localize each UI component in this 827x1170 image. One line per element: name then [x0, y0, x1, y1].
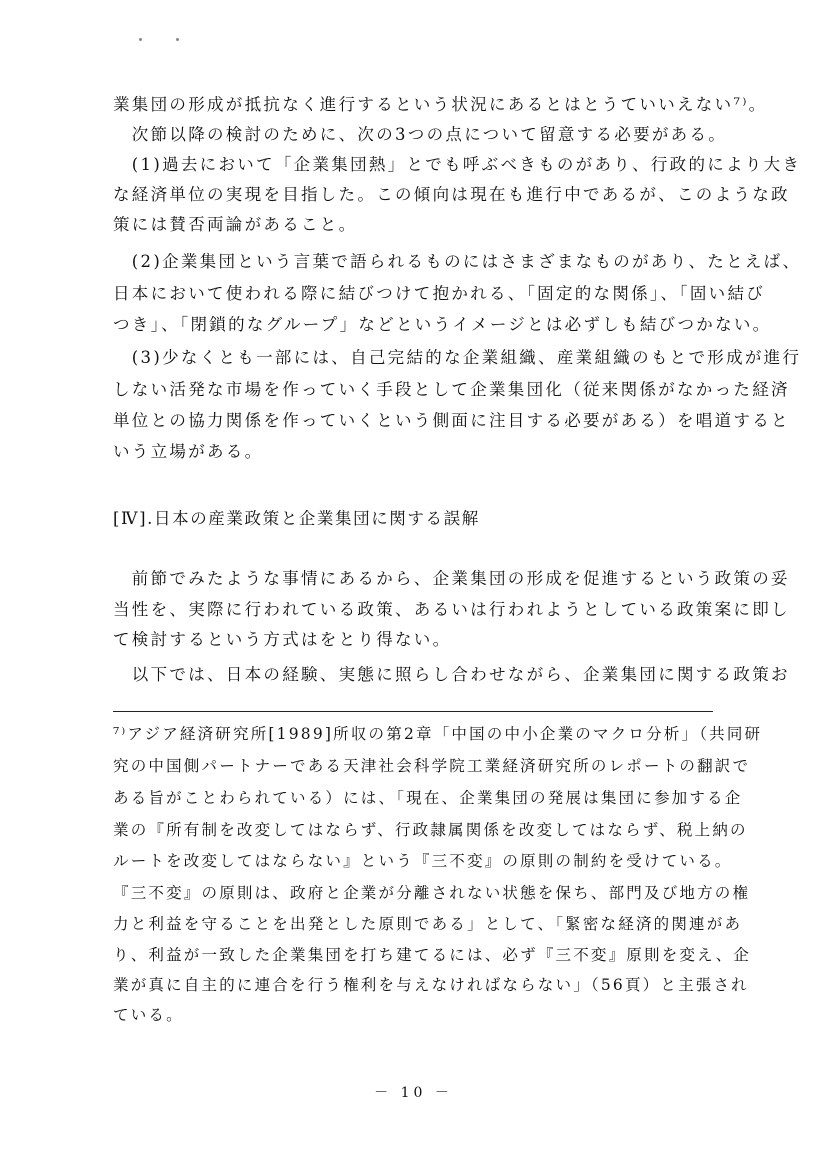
body-line: (2)企業集団という言葉で語られるものにはさまざまなものがあり、たとえば、	[113, 252, 802, 271]
footnote-line: ある旨がことわられている）には、「現在、企業集団の発展は集団に参加する企	[113, 789, 743, 807]
body-line: つき」、「閉鎖的なグループ」などというイメージとは必ずしも結びつかない。	[113, 315, 772, 334]
footnote-line: り、利益が一致した企業集団を打ち建てるには、必ず『三不変』原則を変え、企	[113, 946, 752, 964]
section-line: 前節でみたような事情にあるから、企業集団の形成を促進するという政策の妥	[113, 569, 790, 588]
body-line: 日本において使われる際に結びつけて抱かれる、「固定的な関係」、「固い結び	[113, 284, 766, 303]
body-line: 業集団の形成が抵抗なく進行するという状況にあるとはとうていいえない⁷⁾。	[113, 95, 768, 114]
body-line: な経済単位の実現を目指した。この傾向は現在も進行中であるが、このような政	[113, 185, 790, 204]
body-line: 策には賛否両論があること。	[113, 215, 358, 234]
footnote-separator	[113, 711, 713, 712]
footnote-line: 業が真に自主的に連合を行う権利を与えなければならない」（56頁）と主張され	[113, 976, 749, 994]
body-line: しない活発な市場を作っていく手段として企業集団化（従来関係がなかった経済	[113, 380, 790, 399]
section-line: 当性を、実際に行われている政策、あるいは行われようとしている政策案に即し	[113, 600, 790, 619]
footnote-line: ルートを改変してはならない』という『三不変』の原則の制約を受けている。	[113, 852, 733, 870]
scan-speck	[176, 38, 179, 41]
section-line: 以下では、日本の経験、実態に照らし合わせながら、企業集団に関する政策お	[113, 665, 790, 684]
scan-speck	[139, 38, 142, 41]
footnote-line: 究の中国側パートナーである天津社会科学院工業経済研究所のレポートの翻訳で	[113, 757, 751, 775]
body-line: いう立場がある。	[113, 442, 264, 461]
footnote-line: 力と利益を守ることを出発とした原則である」として、「緊密な経済的関連があ	[113, 915, 743, 933]
footnote-line: 業の『所有制を改変してはならず、行政隷属関係を改変してはならず、税上納の	[113, 821, 748, 839]
section-heading: [Ⅳ].日本の産業政策と企業集団に関する誤解	[113, 509, 480, 528]
section-line: て検討するという方式はをとり得ない。	[113, 630, 452, 649]
body-line: (3)少なくとも一部には、自己完結的な企業組織、産業組織のもとで形成が進行	[113, 348, 802, 367]
page-number: － 10 －	[374, 1085, 453, 1101]
footnote-line: ⁷⁾アジア経済研究所[1989]所収の第2章「中国の中小企業のマクロ分析」（共同研	[113, 725, 763, 743]
body-line: (1)過去において「企業集団熱」とでも呼ぶべきものがあり、行政的により大き	[113, 155, 802, 174]
footnote-line: 『三不変』の原則は、政府と企業が分離されない状態を保ち、部門及び地方の権	[113, 884, 751, 902]
body-line: 次節以降の検討のために、次の3つの点について留意する必要がある。	[113, 125, 728, 144]
footnote-line: ている。	[113, 1006, 184, 1024]
body-line: 単位との協力関係を作っていくという側面に注目する必要がある）を唱道すると	[113, 411, 790, 430]
